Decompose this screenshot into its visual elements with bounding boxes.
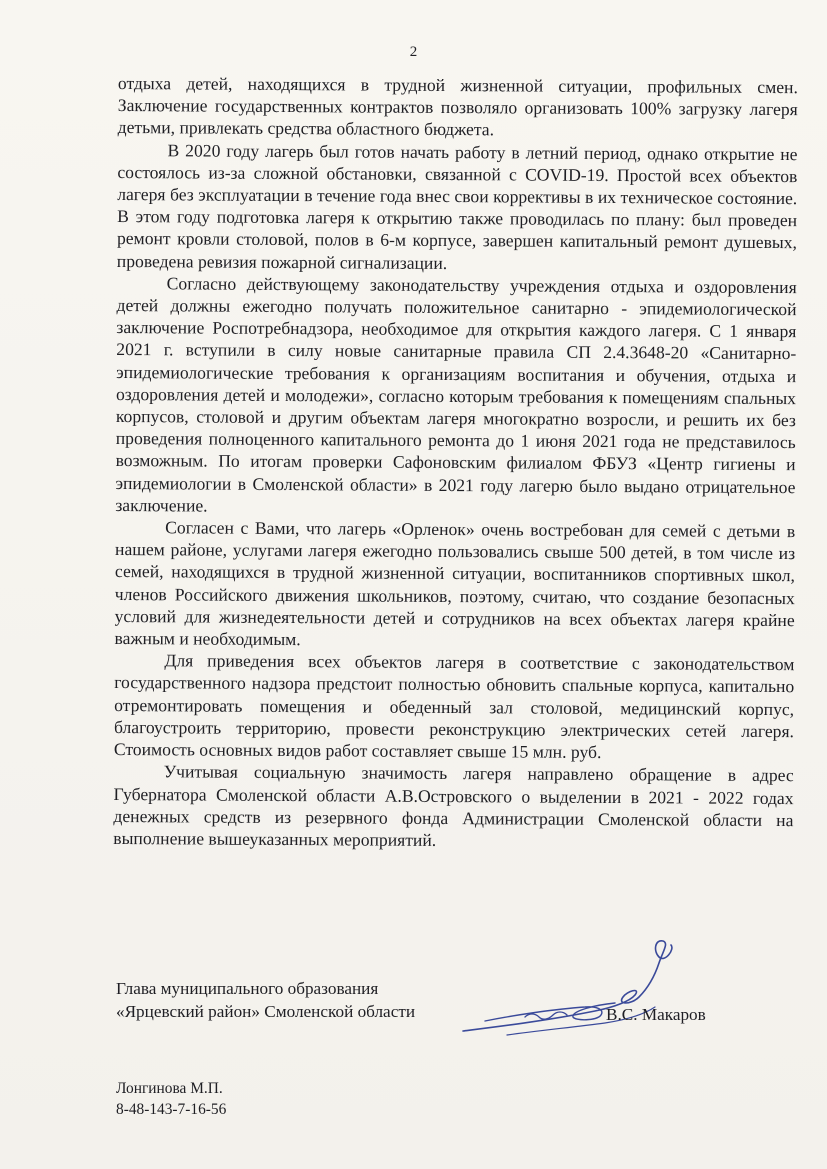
handwritten-signature <box>455 935 685 1050</box>
signatory-title-line-1: Глава муниципального образования <box>116 979 379 998</box>
signatory-title <box>116 978 415 1023</box>
signatory-title-line-2: «Ярцевский район» Смоленской области <box>116 1001 416 1021</box>
executor-info <box>116 1078 226 1120</box>
paragraph-6: Учитывая социальную значимость лагеря направлено обращение в адрес Губернатора Смоленской области А.В.Островского о выделении в 2021 - 2022 годах денежных средств из резервного фонда Администрации Смоленской области на выполнение вышеуказанных мероприятий. <box>113 761 794 850</box>
executor-name: Лонгинова М.П. <box>116 1080 223 1097</box>
paragraph-2: В 2020 году лагерь был готов начать работу в летний период, однако открытие не состоялось из-за сложной обстановки, связанной с COVID-19. Простой всех объектов лагеря без эксплуатации в течение года внес свои коррективы в их техническое состояние. В этом году подготовка лагеря к открытию также проводилась по плану: был проведен ремонт кровли столовой, полов в 6-м корпусе, завершен капитальный ремонт душевых, проведена ревизия пожарной сигнализации. <box>116 139 798 273</box>
paragraph-3: Согласно действующему законодательству учреждения отдыха и оздоровления детей должны ежегодно получать положительное санитарно - эпидемиологической заключение Роспотребнадзора, необходимое для открытия каждого лагеря. С 1 января 2021 г. вступили в силу новые санитарные правила СП 2.4.3648-20 «Санитарно-эпидемиологические требования к организациям воспитания и обучения, отдыха и оздоровления детей и молодежи», согласно которым требования к помещениям спальных корпусов, столовой и другим объектам лагеря многократно возросли, и решить их без проведения полноценного капитального ремонта до 1 июня 2021 года не представилось возможным. По итогам проверки Сафоновским филиалом ФБУЗ «Центр гигиены и эпидемиологии в Смоленской области» в 2021 году лагерю было выдано отрицательное заключение. <box>115 273 797 516</box>
paragraph-5: Для приведения всех объектов лагеря в соответствие с законодательством государственного надзора предстоит полностью обновить спальные корпуса, капитально отремонтировать помещения и обеденный зал столовой, медицинский корпус, благоустроить территорию, провести реконструкцию электрических сетей лагеря. Стоимость основных видов работ составляет свыше 15 млн. руб. <box>113 650 795 763</box>
paragraph-4: Согласен с Вами, что лагерь «Орленок» очень востребован для семей с детьми в нашем районе, услугами лагеря ежегодно пользовались свыше 500 детей, в том числе из семей, находящихся в трудной жизненной ситуации, воспитанников спортивных школ, членов Российского движения школьников, поэтому, считаю, что создание безопасных условий для жизнедеятельности детей и сотрудников на всех объектах лагеря крайне важным и необходимым. <box>114 517 796 650</box>
letter-body <box>113 72 798 853</box>
page-number: 2 <box>409 44 418 60</box>
executor-phone: 8-48-143-7-16-56 <box>116 1101 227 1118</box>
paragraph-1: отдыха детей, находящихся в трудной жизненной ситуации, профильных смен. Заключение государственных контрактов позволяло организовать 100% загрузку лагеря детьми, привлекать средства областного бюджета. <box>117 72 798 140</box>
signer-name: В.С. Макаров <box>606 1005 706 1024</box>
